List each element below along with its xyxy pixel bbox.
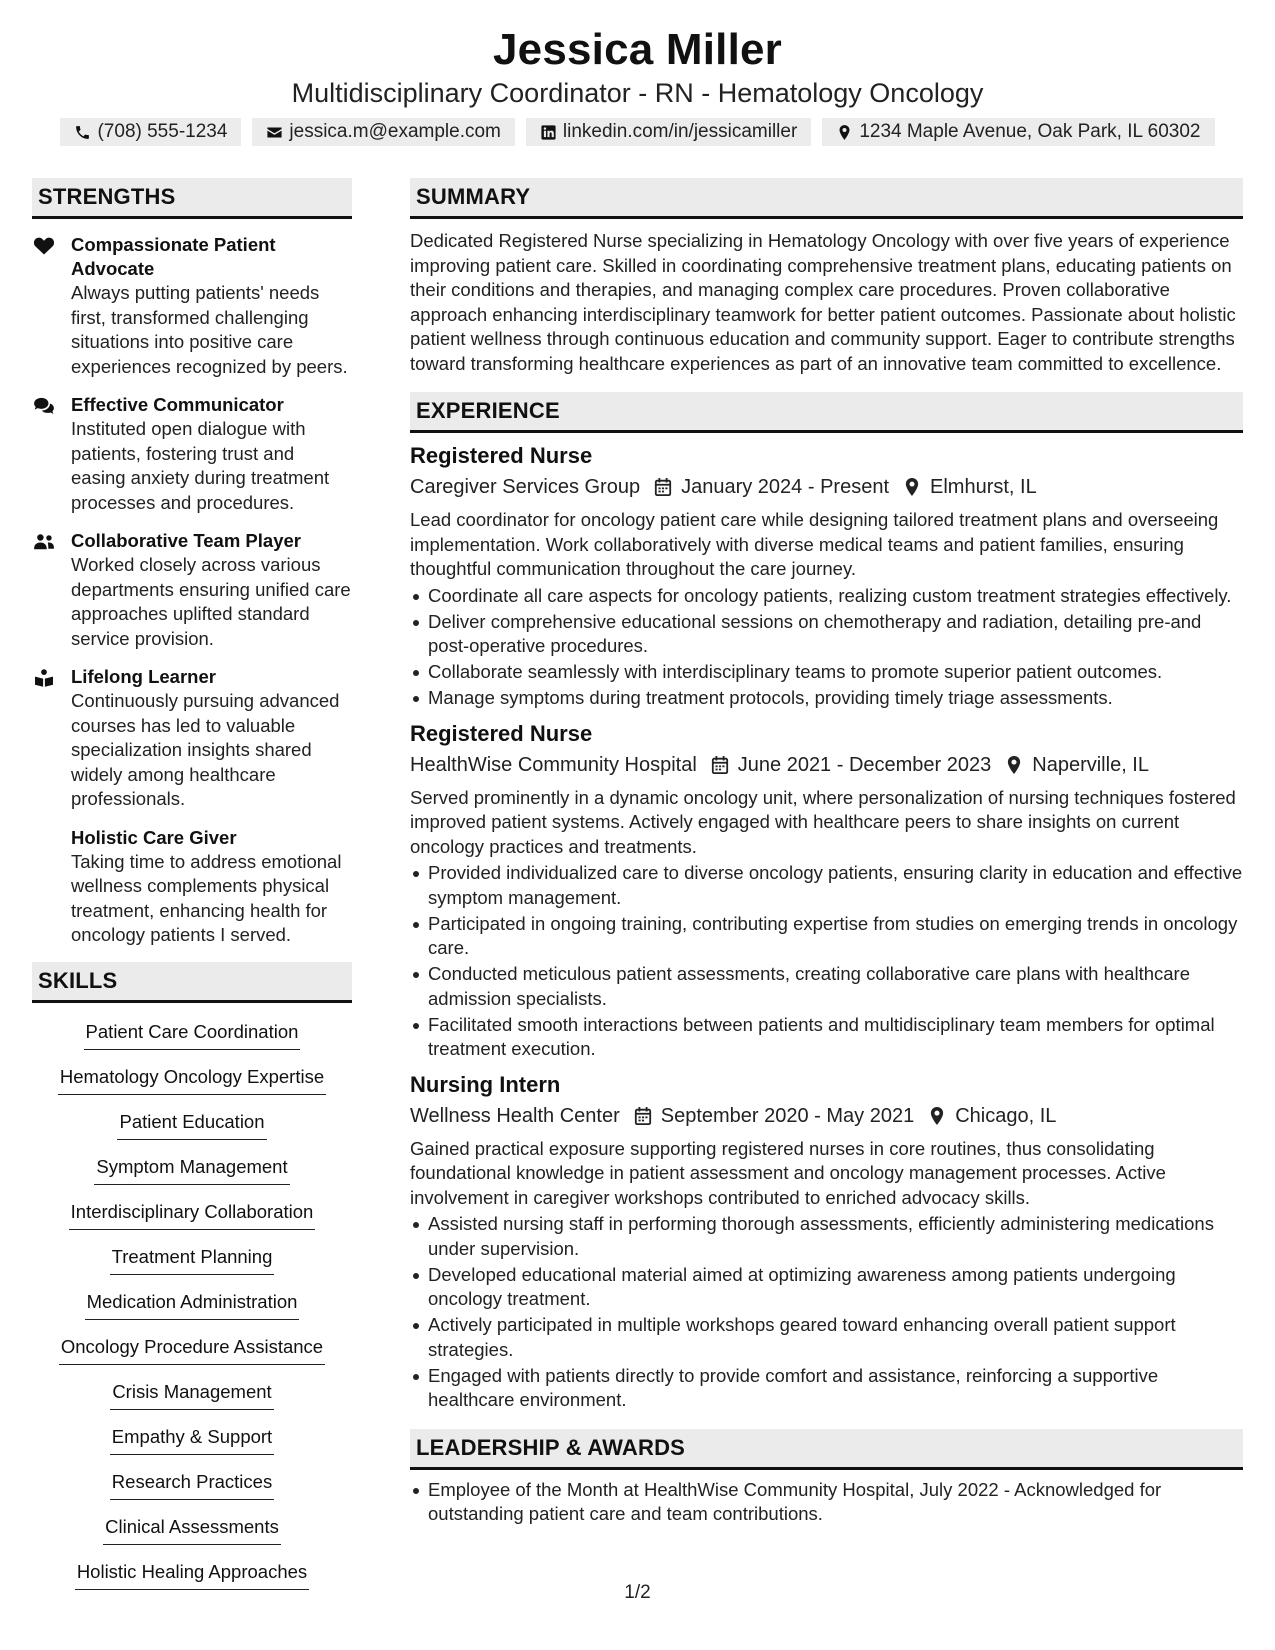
contact-email[interactable] xyxy=(252,118,514,146)
contact-linkedin[interactable] xyxy=(526,118,811,146)
strength-title: Compassionate Patient Advocate xyxy=(71,234,276,279)
contact-phone-text: (708) 555-1234 xyxy=(97,121,228,142)
job-entry xyxy=(410,1070,1243,1413)
job-dates: January 2024 - Present xyxy=(681,476,889,498)
bullet-item: Collaborate seamlessly with interdisciplinary teams to promote superior patient outcomes. xyxy=(410,660,1243,685)
summary-text: Dedicated Registered Nurse specializing in Hematology Oncology with over five years of experience improving patient care. Skilled in coordinating comprehensive treatment plans, educating patients on their conditions and therapies, and managing complex care procedures. Proven collaborative approach enhancing interdisciplinary teamwork for better patient outcomes. Passionate about holistic patient wellness through continuous education and community support. Eager to contribute strengths toward transforming healthcare experiences as part of an innovative team committed to excellence. xyxy=(410,230,1236,374)
section-heading-strengths: STRENGTHS xyxy=(32,178,352,219)
skill-tag: Clinical Assessments xyxy=(103,1514,281,1545)
envelope-icon xyxy=(266,124,283,141)
contact-bar xyxy=(0,118,1275,146)
job-dates: June 2021 - December 2023 xyxy=(737,753,992,776)
job-company: Wellness Health Center xyxy=(410,1104,620,1127)
strength-desc: Taking time to address emotional wellness complements physical treatment, enhancing health for oncology patients I served. xyxy=(71,850,342,945)
job-dates: September 2020 - May 2021 xyxy=(660,1104,915,1127)
skills-list xyxy=(32,1019,352,1604)
strength-desc: Continuously pursuing advanced courses has led to valuable specialization insights shared widely among healthcare professionals. xyxy=(71,690,340,809)
job-location: Elmhurst, IL xyxy=(930,476,1037,498)
strength-title: Holistic Care Giver xyxy=(71,826,237,848)
job-location: Naperville, IL xyxy=(1032,753,1149,776)
strength-desc: Always putting patients' needs first, transformed challenging situations into positive care experiences recognized by peers. xyxy=(71,282,348,377)
strength-item xyxy=(32,665,352,812)
strengths-list xyxy=(32,233,352,948)
strength-title: Effective Communicator xyxy=(71,394,284,415)
skill-tag: Empathy & Support xyxy=(110,1424,274,1455)
strength-item xyxy=(32,529,352,651)
section-heading-awards: LEADERSHIP & AWARDS xyxy=(410,1429,1243,1470)
job-description: Gained practical exposure supporting registered nurses in core routines, thus consolidating foundational knowledge in patient assessment and oncology management processes. Active involvement in caregiver workshops contributed to enriched advocacy skills. xyxy=(410,1137,1166,1208)
bullet-item: Manage symptoms during treatment protocols, providing timely triage assessments. xyxy=(410,686,1243,711)
job-entry xyxy=(410,441,1243,711)
right-column xyxy=(410,178,1243,1528)
contact-address-text: 1234 Maple Avenue, Oak Park, IL 60302 xyxy=(859,121,1201,142)
contact-phone[interactable] xyxy=(60,118,241,146)
job-bullets xyxy=(410,584,1243,711)
strength-item xyxy=(32,233,352,379)
bullet-item: Provided individualized care to diverse oncology patients, ensuring clarity in education and effective symptom management. xyxy=(410,861,1243,910)
contact-linkedin-text: linkedin.com/in/jessicamiller xyxy=(562,121,798,142)
strength-desc: Worked closely across various departments ensuring unified care approaches uplifted standard service provision. xyxy=(71,554,351,649)
job-meta xyxy=(410,1101,1243,1131)
calendar-icon xyxy=(697,755,738,775)
skill-tag: Interdisciplinary Collaboration xyxy=(69,1199,316,1230)
bullet-item: Conducted meticulous patient assessments, creating collaborative care plans with healthcare admission specialists. xyxy=(410,962,1243,1011)
bullet-item: Coordinate all care aspects for oncology patients, realizing custom treatment strategies effectively. xyxy=(410,584,1243,609)
candidate-name: Jessica Miller xyxy=(493,25,782,74)
skill-tag: Medication Administration xyxy=(85,1289,300,1320)
job-title: Nursing Intern xyxy=(410,1071,561,1097)
heart-icon xyxy=(32,233,71,379)
strength-title: Lifelong Learner xyxy=(71,666,216,687)
comments-icon xyxy=(32,393,71,515)
section-heading-skills: SKILLS xyxy=(32,962,352,1003)
left-column xyxy=(32,178,352,1604)
skill-tag: Symptom Management xyxy=(94,1154,289,1185)
skill-tag: Holistic Healing Approaches xyxy=(75,1559,309,1590)
awards-list xyxy=(410,1478,1243,1527)
bullet-item: Engaged with patients directly to provide comfort and assistance, reinforcing a supportive healthcare environment. xyxy=(410,1364,1243,1413)
skill-tag: Patient Care Coordination xyxy=(84,1019,301,1050)
job-meta xyxy=(410,750,1243,780)
strength-item xyxy=(32,393,352,515)
strength-title: Collaborative Team Player xyxy=(71,530,301,551)
job-bullets xyxy=(410,861,1243,1062)
section-heading-experience: EXPERIENCE xyxy=(410,392,1243,433)
job-description: Served prominently in a dynamic oncology unit, where personalization of nursing techniques fostered improved patient systems. Actively engaged with healthcare peers to share insights on current oncology practices and treatments. xyxy=(410,786,1236,857)
job-company: HealthWise Community Hospital xyxy=(410,753,697,776)
skill-tag: Hematology Oncology Expertise xyxy=(58,1064,326,1095)
map-pin-icon xyxy=(991,755,1032,775)
map-pin-icon xyxy=(889,477,930,497)
bullet-item: Facilitated smooth interactions between patients and multidisciplinary team members for optimal treatment execution. xyxy=(410,1013,1243,1062)
strength-desc: Instituted open dialogue with patients, fostering trust and easing anxiety during treatment processes and procedures. xyxy=(71,418,330,513)
resume-header xyxy=(0,0,1275,146)
job-description: Lead coordinator for oncology patient care while designing tailored treatment plans and overseeing implementation. Work collaboratively with diverse medical teams and patient families, ensuring thoughtful communication throughout the care journey. xyxy=(410,509,1219,579)
bullet-item: Actively participated in multiple workshops geared toward enhancing overall patient support strategies. xyxy=(410,1313,1243,1362)
job-title: Registered Nurse xyxy=(410,720,593,746)
job-meta xyxy=(410,472,1243,502)
skill-tag: Crisis Management xyxy=(110,1379,273,1410)
job-entry xyxy=(410,719,1243,1062)
users-icon xyxy=(32,529,71,651)
page-number: 1/2 xyxy=(624,1582,651,1603)
calendar-icon xyxy=(640,477,681,497)
award-item: Employee of the Month at HealthWise Community Hospital, July 2022 - Acknowledged for outstanding patient care and team contributions. xyxy=(410,1478,1243,1527)
bullet-item: Assisted nursing staff in performing thorough assessments, efficiently administering medications under supervision. xyxy=(410,1212,1243,1261)
bullet-item: Deliver comprehensive educational sessions on chemotherapy and radiation, detailing pre-and post-operative procedures. xyxy=(410,610,1243,659)
job-location: Chicago, IL xyxy=(955,1104,1057,1127)
candidate-title: Multidisciplinary Coordinator - RN - Hematology Oncology xyxy=(291,78,984,108)
linkedin-icon xyxy=(540,124,557,141)
skill-tag: Patient Education xyxy=(117,1109,266,1140)
contact-email-text: jessica.m@example.com xyxy=(289,121,501,142)
contact-address[interactable] xyxy=(822,118,1214,146)
strength-item xyxy=(32,826,352,948)
bullet-item: Developed educational material aimed at optimizing awareness among patients undergoing oncology treatment. xyxy=(410,1263,1243,1312)
skill-tag: Treatment Planning xyxy=(110,1244,275,1275)
calendar-icon xyxy=(620,1106,661,1126)
map-pin-icon xyxy=(914,1106,955,1126)
job-bullets xyxy=(410,1212,1243,1413)
book-reader-icon xyxy=(32,665,71,812)
skill-tag: Oncology Procedure Assistance xyxy=(59,1334,325,1365)
job-company: Caregiver Services Group xyxy=(410,476,641,498)
skill-tag: Research Practices xyxy=(110,1469,274,1500)
bullet-item: Participated in ongoing training, contributing expertise from studies on emerging trends in oncology care. xyxy=(410,912,1243,961)
phone-icon xyxy=(74,124,91,141)
section-heading-summary: SUMMARY xyxy=(410,178,1243,219)
map-pin-icon xyxy=(836,124,853,141)
job-title: Registered Nurse xyxy=(410,443,593,468)
